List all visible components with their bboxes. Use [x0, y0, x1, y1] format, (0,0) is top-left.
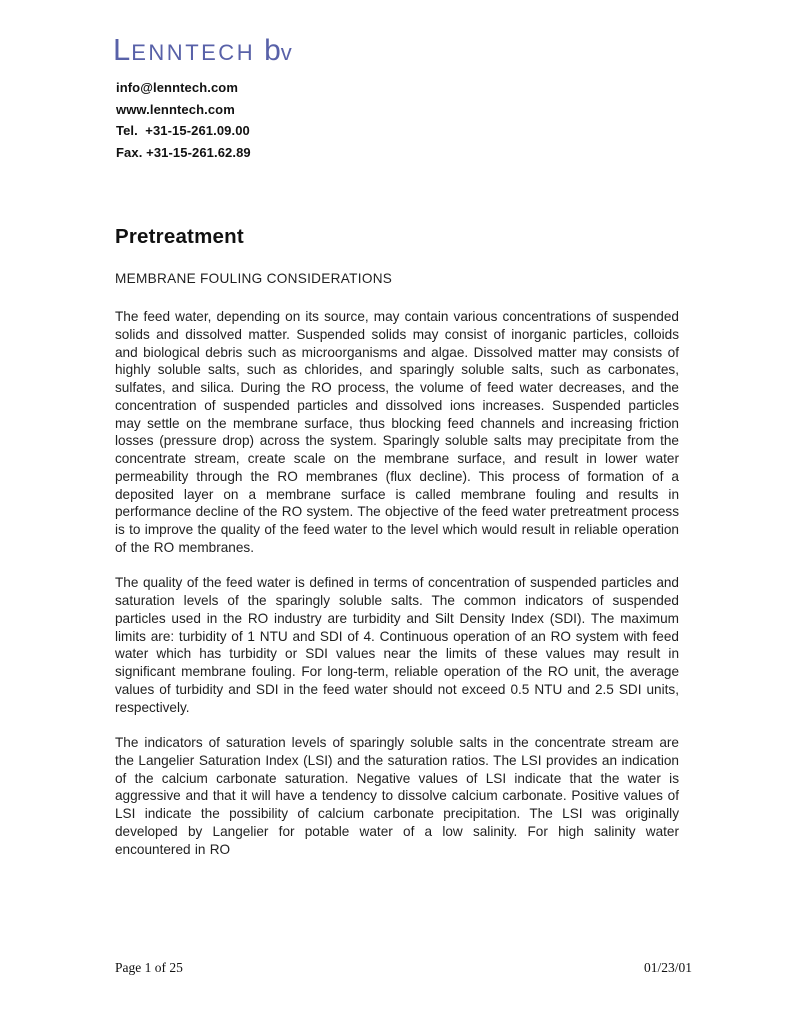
body-paragraph: The indicators of saturation levels of sparingly soluble salts in the concentrate stream are the Langelier Saturation Index (LSI) and the saturation ratios. The LSI provides an indication of the calcium carbonate saturation. Negative values of LSI indicate that the water is aggressive and that it will have a tendency to dissolve calcium carbonate. Positive values of LSI indicate the possibility of calcium carbonate precipitation. The LSI was originally developed by Langelier for potable water of a low salinity. For high salinity water encountered in RO — [115, 735, 679, 857]
contact-website: www.lenntech.com — [116, 101, 235, 117]
footer-date: 01/23/01 — [643, 960, 692, 975]
page-title: Pretreatment — [115, 224, 244, 248]
contact-tel: Tel. +31-15-261.09.00 — [116, 123, 250, 138]
logo-text-initial: L — [113, 32, 132, 67]
logo-text-caps: ENNTECH — [131, 40, 256, 65]
footer-page-number: Page 1 of 25 — [115, 960, 183, 975]
contact-email: info@lenntech.com — [116, 80, 238, 95]
body-paragraph: The quality of the feed water is defined in terms of concentration of suspended particles and saturation levels of the sparingly soluble salts. The common indicators of suspended particles used in the RO industry are turbidity and Silt Density Index (SDI). The maximum limits are: turbidity of 1 NTU and SDI of 4. Continuous operation of an RO system with feed water which has turbidity or SDI values near the limits of these values may result in significant membrane fouling. For long-term, reliable operation of the RO unit, the average values of turbidity and SDI in the feed water should not exceed 0.5 NTU and 2.5 SDI units, respectively. — [115, 575, 679, 715]
contact-block — [116, 77, 251, 163]
section-heading: MEMBRANE FOULING CONSIDERATIONS — [115, 271, 393, 286]
logo-text-v: v — [280, 40, 292, 65]
body-paragraph: The feed water, depending on its source, may contain various concentrations of suspended solids and dissolved matter. Suspended solids may consist of inorganic particles, colloids and biological debris such as microorganisms and algae. Dissolved matter may consists of highly soluble salts, such as chlorides, and sparingly soluble salts, such as carbonates, sulfates, and silica. During the RO process, the volume of feed water decreases, and the concentration of suspended particles and dissolved ions increases. Suspended particles may settle on the membrane surface, thus blocking feed channels and increasing friction losses (pressure drop) across the system. Sparingly soluble salts may precipitate from the concentrate stream, create scale on the membrane surface, and result in lower water permeability through the RO membranes (flux decline). This process of formation of a deposited layer on a membrane surface is called membrane fouling and results in performance decline of the RO system. The objective of the feed water pretreatment process is to improve the quality of the feed water to the level which would result in reliable operation of the RO membranes. — [115, 309, 679, 555]
document-body — [115, 308, 679, 876]
contact-fax: Fax. +31-15-261.62.89 — [116, 144, 251, 160]
lenntech-logo — [113, 34, 292, 66]
logo-text-b: b — [264, 34, 281, 67]
